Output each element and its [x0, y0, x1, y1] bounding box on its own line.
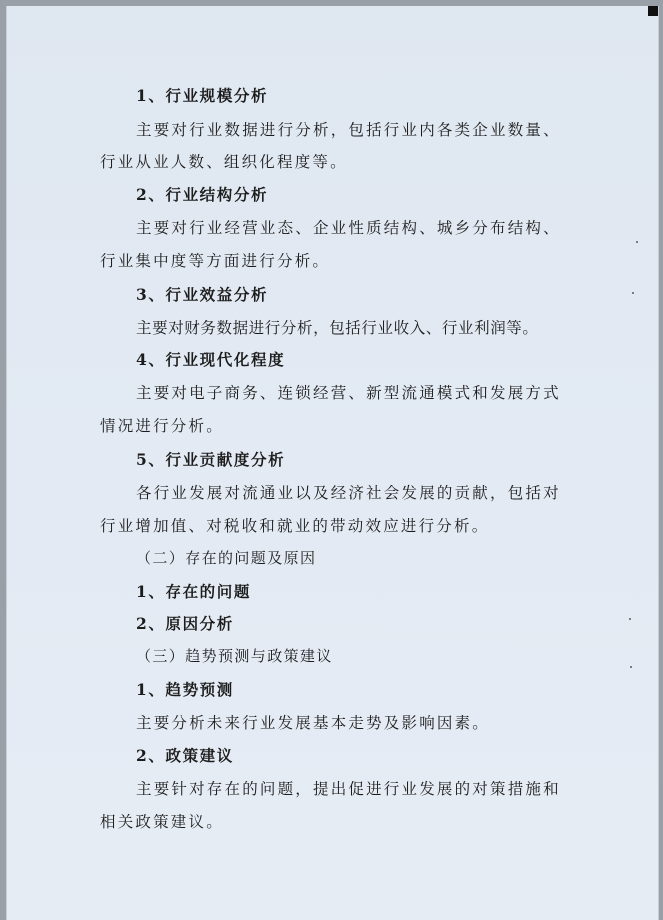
part3-text-policy-line-2: 相关政策建议。: [100, 813, 224, 831]
section-text-modernization-line-1: 主要对电子商务、连锁经营、新型流通模式和发展方式: [136, 384, 561, 402]
part2-title: （二）存在的问题及原因: [136, 549, 317, 567]
part3-text-trend-line-1: 主要分析未来行业发展基本走势及影响因素。: [136, 714, 491, 732]
part3-heading-trend: 1、趋势预测: [136, 680, 234, 699]
section-heading-contribution: 5、行业贡献度分析: [136, 450, 286, 469]
section-text-scale-line-1: 主要对行业数据进行分析，包括行业内各类企业数量、: [136, 121, 561, 139]
section-text-contribution-line-1: 各行业发展对流通业以及经济社会发展的贡献，包括对: [136, 484, 561, 502]
scan-speck: [629, 618, 631, 620]
part3-heading-policy: 2、政策建议: [136, 746, 234, 765]
section-heading-structure: 2、行业结构分析: [136, 185, 269, 204]
page-corner-mark: [648, 6, 658, 16]
scan-speck: [630, 666, 632, 668]
scan-speck: [632, 292, 634, 294]
section-heading-benefit: 3、行业效益分析: [136, 285, 269, 304]
section-heading-modernization: 4、行业现代化程度: [136, 350, 286, 369]
part2-item-causes: 2、原因分析: [136, 614, 234, 633]
scan-speck: [636, 241, 638, 243]
part3-title: （三）趋势预测与政策建议: [136, 647, 333, 665]
section-text-structure-line-2: 行业集中度等方面进行分析。: [100, 252, 331, 270]
section-text-structure-line-1: 主要对行业经营业态、企业性质结构、城乡分布结构、: [136, 219, 561, 237]
section-text-benefit-line-1: 主要对财务数据进行分析，包括行业收入、行业利润等。: [136, 319, 539, 337]
part2-item-problems: 1、存在的问题: [136, 582, 251, 601]
part3-text-policy-line-1: 主要针对存在的问题，提出促进行业发展的对策措施和: [136, 780, 561, 798]
section-heading-scale: 1、行业规模分析: [136, 86, 269, 105]
section-text-scale-line-2: 行业从业人数、组织化程度等。: [100, 153, 348, 171]
section-text-contribution-line-2: 行业增加值、对税收和就业的带动效应进行分析。: [100, 517, 490, 535]
section-text-modernization-line-2: 情况进行分析。: [100, 417, 224, 435]
